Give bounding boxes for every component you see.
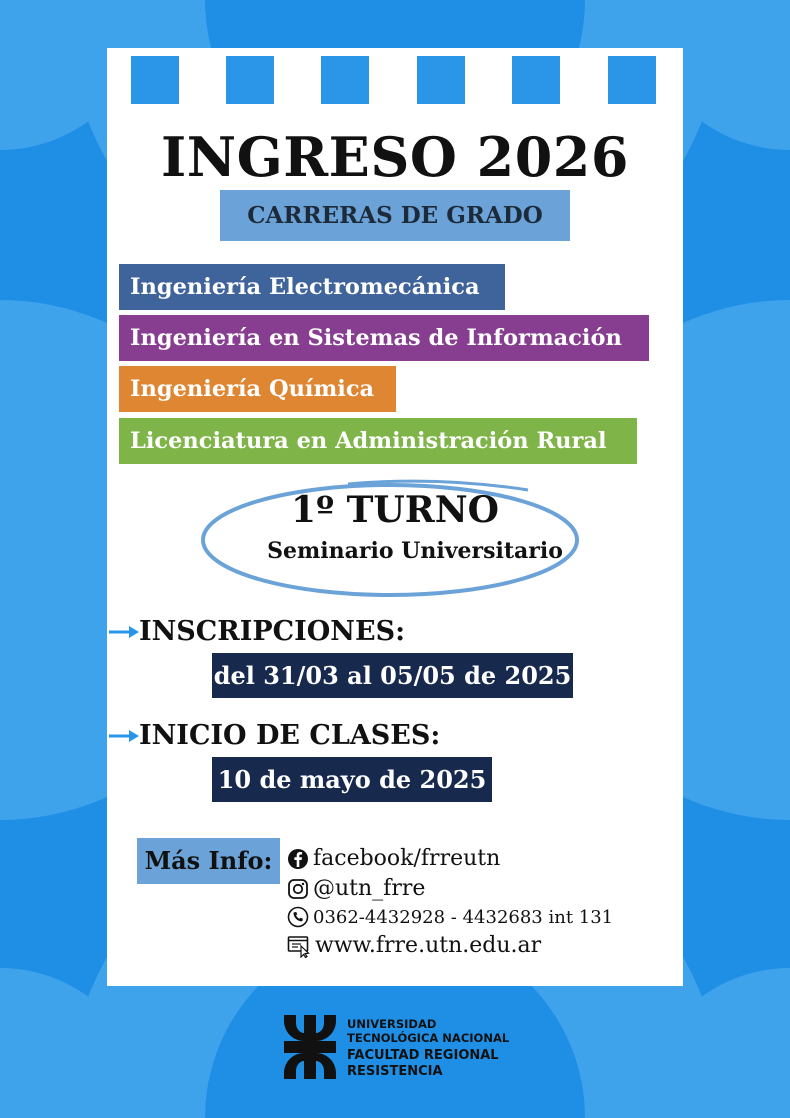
- facebook-icon: [287, 848, 309, 870]
- utn-logo: [284, 1015, 336, 1079]
- subtitle-box: CARRERAS DE GRADO: [220, 190, 570, 241]
- career-electromecanica: Ingeniería Electromecánica: [119, 264, 505, 310]
- facebook-text: facebook/frreutn: [313, 846, 501, 871]
- decor-square: [512, 56, 560, 104]
- poster-card: [107, 48, 683, 986]
- poster-title: INGRESO 2026: [161, 125, 629, 189]
- inicio-date: 10 de mayo de 2025: [212, 757, 492, 802]
- career-administracion-rural: Licenciatura en Administración Rural: [119, 418, 637, 464]
- web-text: www.frre.utn.edu.ar: [315, 933, 542, 958]
- website-cursor-icon: [287, 934, 311, 958]
- facebook-contact[interactable]: [287, 846, 500, 871]
- decor-square: [321, 56, 369, 104]
- footer-resistencia: RESISTENCIA: [347, 1064, 443, 1079]
- footer-tecnologica: TECNOLÓGICA NACIONAL: [347, 1031, 510, 1045]
- career-quimica: Ingeniería Química: [119, 366, 396, 412]
- phone-text: 0362-4432928 - 4432683 int 131: [313, 906, 614, 928]
- instagram-contact[interactable]: [287, 876, 425, 901]
- career-sistemas: Ingeniería en Sistemas de Información: [119, 315, 649, 361]
- decor-square: [131, 56, 179, 104]
- arrow-right-icon: [109, 730, 139, 742]
- decor-square: [417, 56, 465, 104]
- footer-facultad: FACULTAD REGIONAL: [347, 1048, 499, 1063]
- inscripciones-dates: del 31/03 al 05/05 de 2025: [212, 653, 573, 698]
- mas-info-label: Más Info:: [137, 838, 280, 884]
- turno-title: 1º TURNO: [291, 489, 499, 531]
- decor-square: [608, 56, 656, 104]
- decor-square: [226, 56, 274, 104]
- web-contact[interactable]: [287, 933, 541, 958]
- phone-contact[interactable]: [287, 906, 613, 928]
- turno-subtitle: Seminario Universitario: [267, 538, 563, 564]
- footer-universidad: UNIVERSIDAD: [347, 1017, 437, 1031]
- phone-icon: [287, 906, 309, 928]
- arrow-right-icon: [109, 626, 139, 638]
- instagram-text: @utn_frre: [313, 876, 426, 901]
- inicio-label: INICIO DE CLASES:: [139, 720, 441, 751]
- instagram-icon: [287, 878, 309, 900]
- inscripciones-label: INSCRIPCIONES:: [139, 616, 406, 647]
